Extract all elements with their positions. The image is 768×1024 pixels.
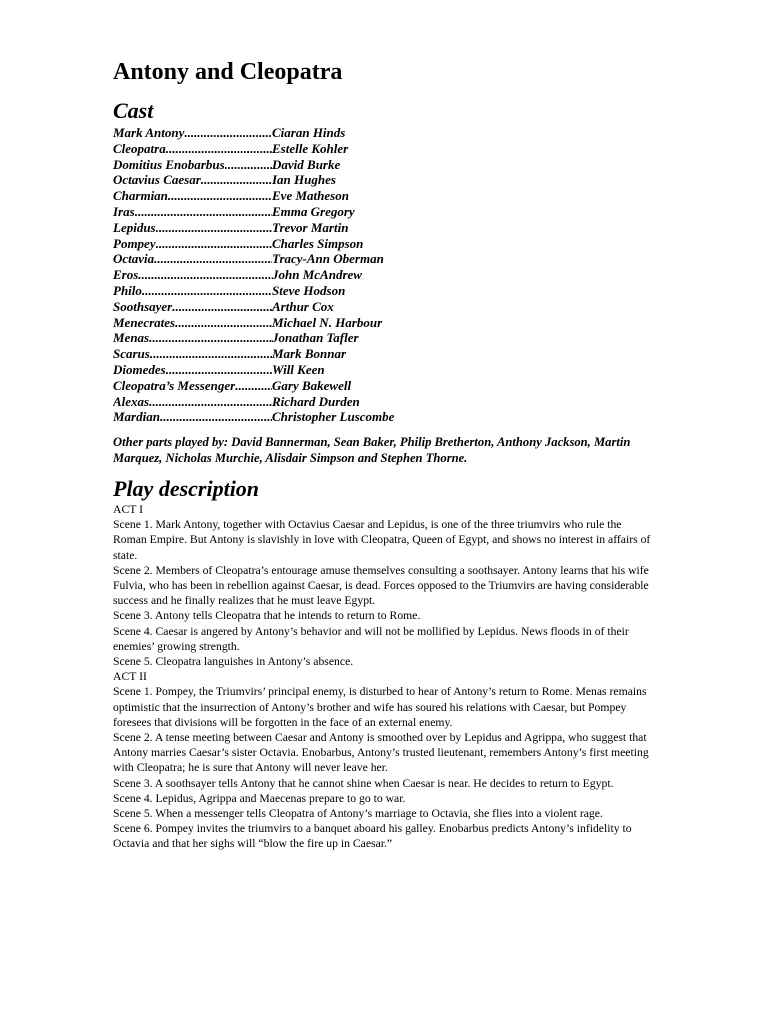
cast-row [113, 330, 443, 346]
dot-leader [166, 362, 272, 378]
cast-row [113, 204, 443, 220]
cast-role: Menas [113, 330, 150, 346]
cast-role: Cleopatra [113, 140, 166, 156]
cast-role-cell [113, 315, 272, 331]
cast-role: Pompey [113, 235, 156, 251]
scene-paragraph: Scene 2. Members of Cleopatra’s entourage amuse themselves consulting a soothsayer. Antony learns that his wife Fulvia, who has been in rebellion against Caesar, is dead. Forces opposed to the Triumvirs are having considerable success and he finally realizes that he must leave Egypt. [113, 563, 649, 608]
cast-actor: Tracy-Ann Oberman [272, 251, 384, 267]
play-description-heading: Play description [113, 476, 260, 501]
scene-paragraph: Scene 2. A tense meeting between Caesar and Antony is smoothed over by Lepidus and Agrippa, who suggest that Antony marries Caesar’s sister Octavia. Enobarbus, Antony’s trusted lieutenant, remembers Antony’s first meeting with Cleopatra; he is sure that Antony will never leave her. [113, 731, 649, 775]
cast-actor: Emma Gregory [272, 203, 355, 219]
cast-role: Charmian [113, 188, 168, 204]
cast-actor: Trevor Martin [272, 219, 349, 235]
cast-actor: Richard Durden [272, 393, 360, 409]
cast-row [113, 409, 443, 425]
cast-row [113, 236, 443, 252]
cast-actor: Jonathan Tafler [272, 330, 359, 346]
dot-leader [150, 346, 272, 362]
dot-leader [166, 141, 272, 157]
cast-role: Philo [113, 282, 142, 298]
cast-role-cell [113, 172, 272, 188]
cast-role: Domitius Enobarbus [113, 156, 225, 172]
cast-actor: John McAndrew [272, 267, 362, 283]
scene-paragraph: Scene 3. Antony tells Cleopatra that he intends to return to Rome. [113, 609, 421, 623]
cast-role-cell [113, 188, 272, 204]
cast-actor: Ian Hughes [272, 172, 336, 188]
cast-actor: Ciaran Hinds [272, 125, 346, 140]
cast-role-cell [113, 220, 272, 236]
cast-role-cell [113, 204, 272, 220]
cast-actor: Gary Bakewell [272, 377, 352, 393]
cast-role: Iras [113, 203, 135, 219]
cast-row [113, 157, 443, 173]
cast-role-cell [113, 236, 272, 252]
cast-role-cell [113, 267, 272, 283]
cast-row [113, 394, 443, 410]
dot-leader [149, 394, 272, 410]
scene-paragraph: Scene 1. Mark Antony, together with Octavius Caesar and Lepidus, is one of the three triumvirs who rule the Roman Empire. But Antony is slavishly in love with Cleopatra, Queen of Egypt, and shows no interest in affairs of state. [113, 518, 651, 562]
cast-role: Scarus [113, 346, 150, 362]
scene-paragraph: Scene 5. Cleopatra languishes in Antony’s absence. [113, 655, 354, 669]
cast-actor: Michael N. Harbour [272, 314, 383, 330]
cast-row [113, 220, 443, 236]
dot-leader [135, 204, 272, 220]
cast-row [113, 378, 443, 394]
cast-row [113, 346, 443, 362]
dot-leader [235, 378, 272, 394]
cast-row [113, 283, 443, 299]
cast-role-cell [113, 378, 272, 394]
cast-row [113, 125, 443, 141]
cast-role: Menecrates [113, 314, 176, 330]
cast-row [113, 141, 443, 157]
dot-leader [156, 220, 272, 236]
cast-role: Lepidus [113, 219, 156, 235]
dot-leader [142, 283, 272, 299]
cast-role-cell [113, 157, 272, 173]
cast-role: Soothsayer [113, 298, 173, 314]
cast-row [113, 267, 443, 283]
cast-actor: Estelle Kohler [272, 140, 349, 156]
act-heading: ACT II [113, 670, 147, 684]
dot-leader [168, 188, 272, 204]
cast-role-cell [113, 346, 272, 362]
dot-leader [149, 330, 272, 346]
dot-leader [160, 409, 272, 425]
document-title: Antony and Cleopatra [113, 59, 343, 85]
cast-role-cell [113, 299, 272, 315]
dot-leader [184, 125, 272, 141]
cast-row [113, 362, 443, 378]
cast-actor: Arthur Cox [272, 298, 334, 314]
scene-paragraph: Scene 3. A soothsayer tells Antony that he cannot shine when Caesar is near. He decides to return to Egypt. [113, 776, 614, 790]
scene-paragraph: Scene 1. Pompey, the Triumvirs’ principal enemy, is disturbed to hear of Antony’s return to Rome. Menas remains optimistic that the insurrection of Antony’s brother and wife has soured his relations with Caesar, but Pompey foresees that divisions will be forgotten in the face of an external enemy. [113, 685, 647, 729]
cast-heading: Cast [113, 98, 154, 123]
cast-role-cell [113, 330, 272, 346]
cast-role-cell [113, 394, 272, 410]
scene-paragraph: Scene 4. Lepidus, Agrippa and Maecenas prepare to go to war. [113, 791, 406, 805]
cast-actor: Mark Bonnar [272, 346, 347, 362]
dot-leader [225, 157, 272, 173]
cast-row [113, 172, 443, 188]
dot-leader [175, 315, 272, 331]
scene-paragraph: Scene 6. Pompey invites the triumvirs to a banquet aboard his galley. Enobarbus predicts Antony’s infidelity to Octavia and that her sighs will “blow the fire up in Caesar.” [113, 822, 632, 851]
cast-role: Diomedes [113, 361, 166, 377]
act-heading: ACT I [113, 503, 143, 516]
cast-role: Mardian [113, 409, 160, 425]
cast-row [113, 315, 443, 331]
cast-role: Cleopatra’s Messenger [113, 377, 236, 393]
cast-list [113, 125, 443, 425]
cast-actor: Steve Hodson [272, 282, 346, 298]
cast-row [113, 188, 443, 204]
cast-role-cell [113, 362, 272, 378]
scene-paragraph: Scene 4. Caesar is angered by Antony’s behavior and will not be mollified by Lepidus. News floods in of their enemies’ growing strength. [113, 624, 629, 653]
cast-role-cell [113, 251, 272, 267]
other-parts-note: Other parts played by: David Bannerman, Sean Baker, Philip Bretherton, Anthony Jackson, Martin Marquez, Nicholas Murchie, Alisdair Simpson and Stephen Thorne. [113, 435, 631, 465]
cast-role: Octavius Caesar [113, 172, 201, 188]
cast-row [113, 251, 443, 267]
cast-actor: David Burke [272, 156, 341, 172]
cast-role-cell [113, 283, 272, 299]
cast-actor: Charles Simpson [272, 235, 364, 251]
cast-actor: Eve Matheson [272, 188, 349, 204]
dot-leader [154, 251, 272, 267]
cast-role: Eros [113, 267, 139, 283]
cast-role-cell [113, 125, 272, 141]
cast-row [113, 299, 443, 315]
cast-actor: Will Keen [272, 361, 325, 377]
cast-role: Octavia [113, 251, 155, 267]
cast-role: Alexas [113, 393, 150, 409]
dot-leader [138, 267, 272, 283]
cast-actor: Christopher Luscombe [272, 409, 395, 425]
play-description-body [113, 502, 653, 852]
cast-role-cell [113, 141, 272, 157]
dot-leader [156, 236, 272, 252]
cast-role: Mark Antony [113, 125, 185, 140]
dot-leader [201, 172, 272, 188]
cast-role-cell [113, 409, 272, 425]
dot-leader [172, 299, 272, 315]
scene-paragraph: Scene 5. When a messenger tells Cleopatra of Antony’s marriage to Octavia, she flies into a violent rage. [113, 807, 603, 821]
